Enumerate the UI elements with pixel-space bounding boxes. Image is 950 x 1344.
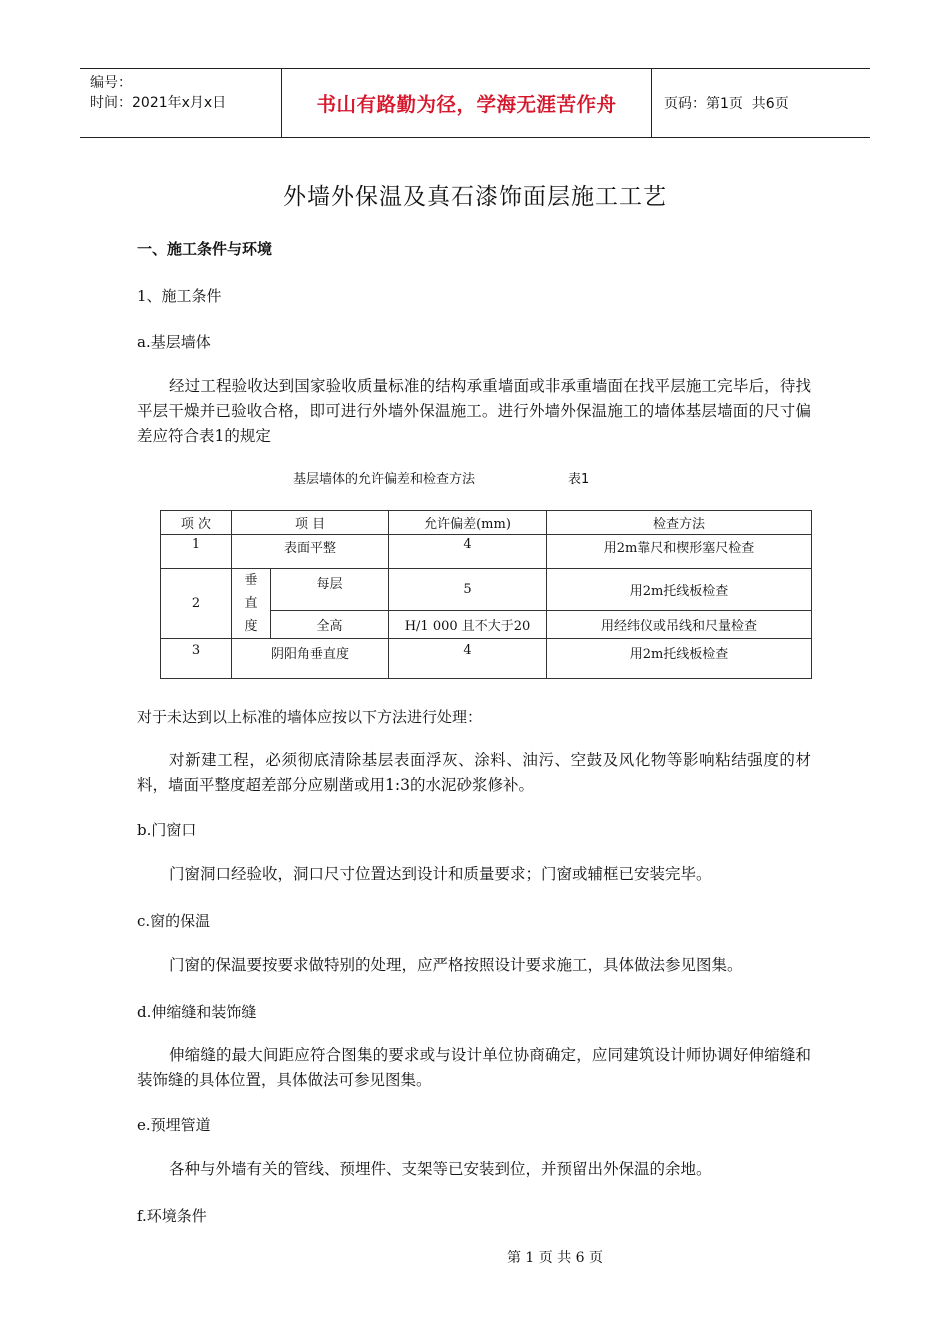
col-header-method: 检查方法 <box>547 511 812 535</box>
item-heading-f: f.环境条件 <box>137 1207 207 1225</box>
cell-tolerance: 4 <box>389 639 547 679</box>
table-row <box>161 639 812 679</box>
col-header-no: 项 次 <box>161 511 232 535</box>
cell-no: 3 <box>161 639 232 679</box>
item-heading-d: d.伸缩缝和装饰缝 <box>137 1003 257 1021</box>
header-page-label: 页码：第1页 共6页 <box>664 96 789 112</box>
cell-no: 1 <box>161 535 232 569</box>
cell-method: 用2m靠尺和楔形塞尺检查 <box>547 535 812 569</box>
paragraph-c: 门窗的保温要按要求做特别的处理，应严格按照设计要求施工，具体做法参见图集。 <box>169 956 743 974</box>
item-heading-e: e.预埋管道 <box>137 1116 211 1134</box>
paragraph-a: 经过工程验收达到国家验收质量标准的结构承重墙面或非承重墙面在找平层施工完毕后，待找平层干燥并已验收合格，即可进行外墙外保温施工。进行外墙外保温施工的墙体基层墙面的尺寸偏差应符合表1的规定 <box>137 377 811 445</box>
col-header-item: 项 目 <box>232 511 389 535</box>
table-caption: 基层墙体的允许偏差和检查方法 <box>293 472 476 487</box>
group-char: 度 <box>244 619 258 634</box>
table-row <box>161 569 812 611</box>
page-header <box>80 68 870 138</box>
col-header-tolerance: 允许偏差(mm) <box>389 511 547 535</box>
cell-method: 用2m托线板检查 <box>547 569 812 611</box>
cell-tolerance: 4 <box>389 535 547 569</box>
item-heading-c: c.窗的保温 <box>137 912 211 930</box>
footer-page-number: 第 1 页 共 6 页 <box>506 1250 604 1266</box>
document-title: 外墙外保温及真石漆饰面层施工工艺 <box>283 184 667 210</box>
item-heading-b: b.门窗口 <box>137 821 197 839</box>
group-char: 垂 <box>244 573 258 588</box>
cell-item: 全高 <box>271 610 389 638</box>
cell-group-label <box>232 569 271 639</box>
page-footer <box>0 1247 950 1267</box>
item-heading-a: a.基层墙体 <box>137 333 211 351</box>
after-table-text: 对于未达到以上标准的墙体应按以下方法进行处理： <box>137 708 483 726</box>
header-page-info <box>652 69 870 137</box>
section-heading: 一、施工条件与环境 <box>137 240 273 258</box>
cell-method: 用2m托线板检查 <box>547 639 812 679</box>
table-header-row <box>161 511 812 535</box>
cell-method: 用经纬仪或吊线和尺量检查 <box>547 610 812 638</box>
table-row <box>161 535 812 569</box>
cell-item: 阴阳角垂直度 <box>232 639 389 679</box>
document-date: 时间：2021年x月x日 <box>90 95 227 111</box>
cell-item: 表面平整 <box>232 535 389 569</box>
paragraph-d: 伸缩缝的最大间距应符合图集的要求或与设计单位协商确定，应同建筑设计师协调好伸缩缝和装饰缝的具体位置，具体做法可参见图集。 <box>137 1046 811 1089</box>
cell-tolerance: H/1 000 且不大于20 <box>389 610 547 638</box>
paragraph-new-project: 对新建工程，必须彻底清除基层表面浮灰、涂料、油污、空鼓及风化物等影响粘结强度的材料，墙面平整度超差部分应剔凿或用1:3的水泥砂浆修补。 <box>137 751 811 794</box>
header-motto: 书山有路勤为径，学海无涯苦作舟 <box>282 69 652 137</box>
cell-no: 2 <box>161 569 232 639</box>
document-number: 编号： <box>90 75 132 91</box>
subsection-heading: 1、施工条件 <box>137 287 222 305</box>
group-char: 直 <box>244 596 258 611</box>
header-meta <box>80 69 282 137</box>
cell-item: 每层 <box>271 569 389 611</box>
tolerance-table <box>160 510 812 679</box>
table-number: 表1 <box>568 472 590 487</box>
paragraph-e: 各种与外墙有关的管线、预埋件、支架等已安装到位，并预留出外保温的余地。 <box>169 1160 712 1178</box>
cell-tolerance: 5 <box>389 569 547 611</box>
paragraph-b: 门窗洞口经验收，洞口尺寸位置达到设计和质量要求；门窗或辅框已安装完毕。 <box>169 865 712 883</box>
